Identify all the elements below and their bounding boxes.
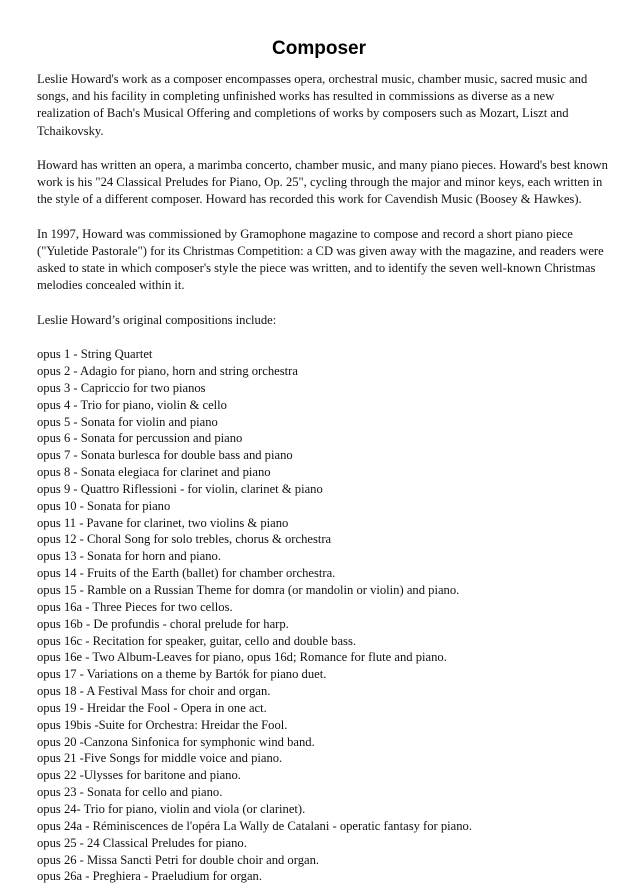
list-item: opus 21 -Five Songs for middle voice and piano. — [37, 751, 283, 766]
list-item: opus 1 - String Quartet — [37, 347, 153, 362]
list-item: opus 23 - Sonata for cello and piano. — [37, 785, 223, 800]
list-item: opus 19bis -Suite for Orchestra: Hreidar the Fool. — [37, 717, 288, 732]
list-item: opus 20 -Canzona Sinfonica for symphonic wind band. — [37, 734, 315, 749]
list-item: opus 25 - 24 Classical Preludes for piano. — [37, 835, 247, 850]
list-item: opus 11 - Pavane for clarinet, two violins & piano — [37, 515, 289, 530]
list-item: opus 16a - Three Pieces for two cellos. — [37, 599, 233, 614]
list-item: opus 13 - Sonata for horn and piano. — [37, 549, 221, 564]
list-item: opus 12 - Choral Song for solo trebles, chorus & orchestra — [37, 532, 332, 547]
paragraph-works: Howard has written an opera, a marimba concerto, chamber music, and many piano pieces. Howard's best known work is his "24 Classical Preludes for Piano, Op. 25", cycling through the major and minor keys, each written in the style of a different composer. Howard has recorded this work for Cavendish Music (Boosey & Hawkes). — [37, 158, 608, 207]
list-item: opus 6 - Sonata for percussion and piano — [37, 431, 243, 446]
list-item: opus 10 - Sonata for piano — [37, 498, 171, 513]
paragraph-gramophone: In 1997, Howard was commissioned by Gramophone magazine to compose and record a short piano piece ("Yuletide Pastorale") for its Christmas Competition: a CD was given away with the magazine, and readers were asked to state in which composer's style the piece was written, and to identify the seven well-known Christmas melodies concealed within it. — [37, 226, 604, 293]
list-item: opus 7 - Sonata burlesca for double bass and piano — [37, 448, 293, 463]
list-item: opus 18 - A Festival Mass for choir and organ. — [37, 684, 271, 699]
list-item: opus 17 - Variations on a theme by Bartók for piano duet. — [37, 667, 327, 682]
list-item: opus 26 - Missa Sancti Petri for double choir and organ. — [37, 852, 320, 867]
list-item: opus 9 - Quattro Riflessioni - for violin, clarinet & piano — [37, 481, 323, 496]
list-item: opus 3 - Capriccio for two pianos — [37, 380, 206, 395]
list-item: opus 22 -Ulysses for baritone and piano. — [37, 768, 241, 783]
list-item: opus 5 - Sonata for violin and piano — [37, 414, 218, 429]
list-item: opus 24- Trio for piano, violin and viola (or clarinet). — [37, 801, 306, 816]
list-item: opus 19 - Hreidar the Fool - Opera in one act. — [37, 700, 267, 715]
list-item: opus 15 - Ramble on a Russian Theme for domra (or mandolin or violin) and piano. — [37, 583, 460, 597]
list-item: opus 16b - De profundis - choral prelude for harp. — [37, 616, 289, 631]
page-title: Composer — [272, 38, 366, 59]
list-item: opus 2 - Adagio for piano, horn and string orchestra — [37, 364, 298, 379]
list-item: opus 4 - Trio for piano, violin & cello — [37, 397, 227, 412]
paragraph-intro: Leslie Howard's work as a composer encompasses opera, orchestral music, chamber music, sacred music and songs, and his facility in completing unfinished works has resulted in commissions as diverse as a new realization of Bach's Musical Offering and completions of works by composers such as Mozart, Liszt and Tchaikovsky. — [37, 72, 588, 138]
compositions-list — [37, 346, 609, 885]
document-body — [37, 71, 609, 885]
compositions-heading: Leslie Howard’s original compositions include: — [37, 312, 277, 327]
list-item: opus 8 - Sonata elegiaca for clarinet and piano — [37, 465, 271, 480]
list-item: opus 16c - Recitation for speaker, guitar, cello and double bass. — [37, 633, 356, 648]
list-item: opus 16e - Two Album-Leaves for piano, opus 16d; Romance for flute and piano. — [37, 650, 447, 665]
list-item: opus 24a - Réminiscences de l'opéra La Wally de Catalani - operatic fantasy for piano. — [37, 818, 473, 833]
list-item: opus 26a - Preghiera - Praeludium for organ. — [37, 869, 262, 884]
list-item: opus 14 - Fruits of the Earth (ballet) for chamber orchestra. — [37, 566, 336, 581]
